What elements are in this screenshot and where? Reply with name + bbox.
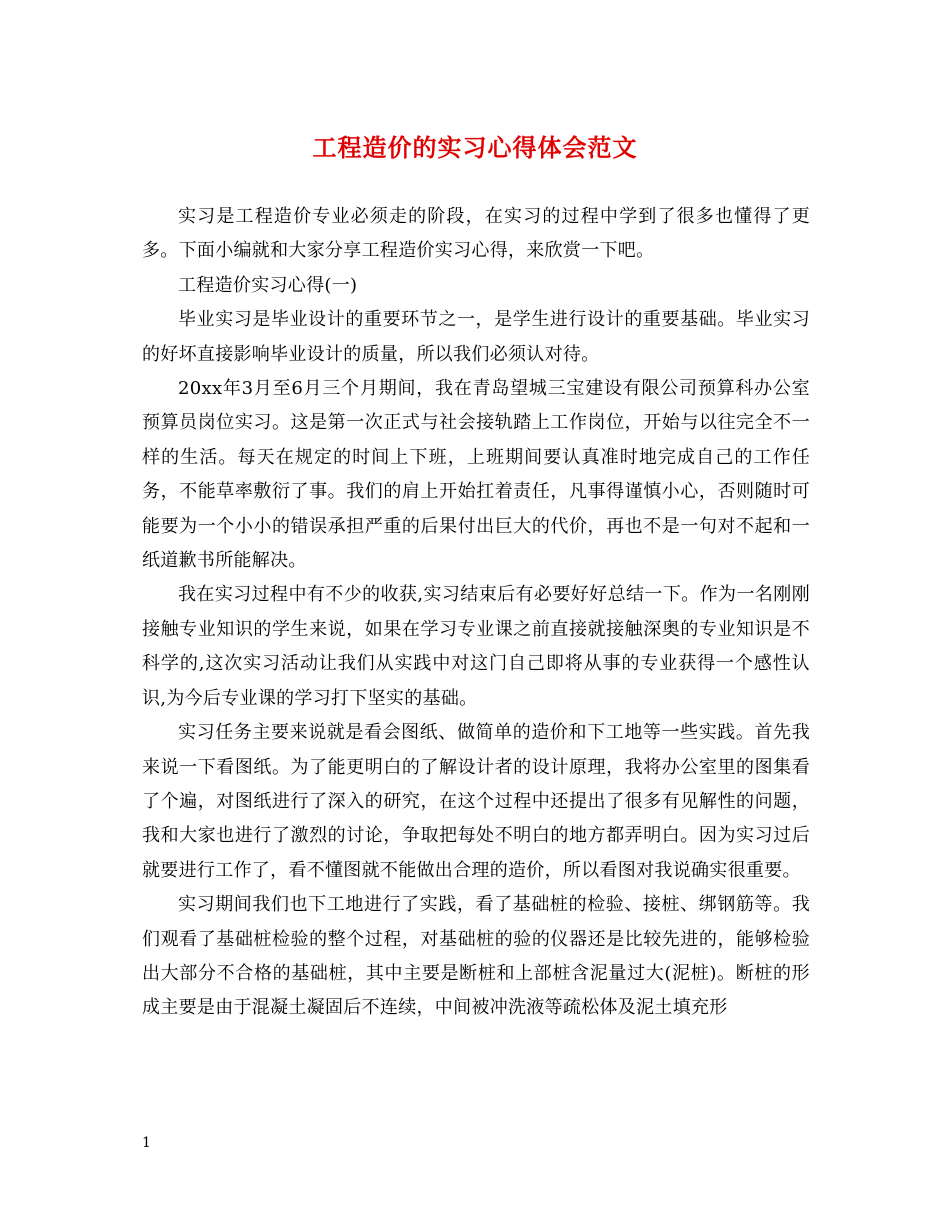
paragraph: 实习期间我们也下工地进行了实践，看了基础桩的检验、接桩、绑钢筋等。我们观看了基础桩检验的整个过程，对基础桩的验的仪器还是比较先进的，能够检验出大部分不合格的基础桩，其中主要是断桩和上部桩含泥量过大(泥桩)。断桩的形成主要是由于混凝土凝固后不连续，中间被冲洗液等疏松体及泥土填充形: [142, 894, 810, 1019]
paragraph: 20xx年3月至6月三个月期间，我在青岛望城三宝建设有限公司预算科办公室预算员岗位实习。这是第一次正式与社会接轨踏上工作岗位，开始与以往完全不一样的生活。每天在规定的时间上下班，上班期间要认真准时地完成自己的工作任务，不能草率敷衍了事。我们的肩上开始扛着责任，凡事得谨慎小心，否则随时可能要为一个小小的错误承担严重的后果付出巨大的代价，再也不是一句对不起和一纸道歉书所能解决。: [142, 378, 810, 572]
paragraph: 毕业实习是毕业设计的重要环节之一，是学生进行设计的重要基础。毕业实习的好坏直接影响毕业设计的质量，所以我们必须认对待。: [142, 309, 810, 365]
page-number: 1: [142, 1135, 151, 1151]
document-title: 工程造价的实习心得体会范文: [312, 133, 638, 162]
paragraph-intro: 实习是工程造价专业必须走的阶段，在实习的过程中学到了很多也懂得了更多。下面小编就和大家分享工程造价实习心得，来欣赏一下吧。: [142, 206, 810, 262]
section-heading: 工程造价实习心得(一): [178, 274, 358, 296]
paragraph: 我在实习过程中有不少的收获,实习结束后有必要好好总结一下。作为一名刚刚接触专业知识的学生来说，如果在学习专业课之前直接就接触深奥的专业知识是不科学的,这次实习活动让我们从实践中对这门自己即将从事的专业获得一个感性认识,为今后专业课的学习打下坚实的基础。: [142, 584, 810, 709]
paragraph: 实习任务主要来说就是看会图纸、做简单的造价和下工地等一些实践。首先我来说一下看图纸。为了能更明白的了解设计者的设计原理，我将办公室里的图集看了个遍，对图纸进行了深入的研究，在这个过程中还提出了很多有见解性的问题，我和大家也进行了激烈的讨论，争取把每处不明白的地方都弄明白。因为实习过后就要进行工作了，看不懂图就不能做出合理的造价，所以看图对我说确实很重要。: [142, 722, 810, 881]
document-body: [142, 200, 810, 1026]
